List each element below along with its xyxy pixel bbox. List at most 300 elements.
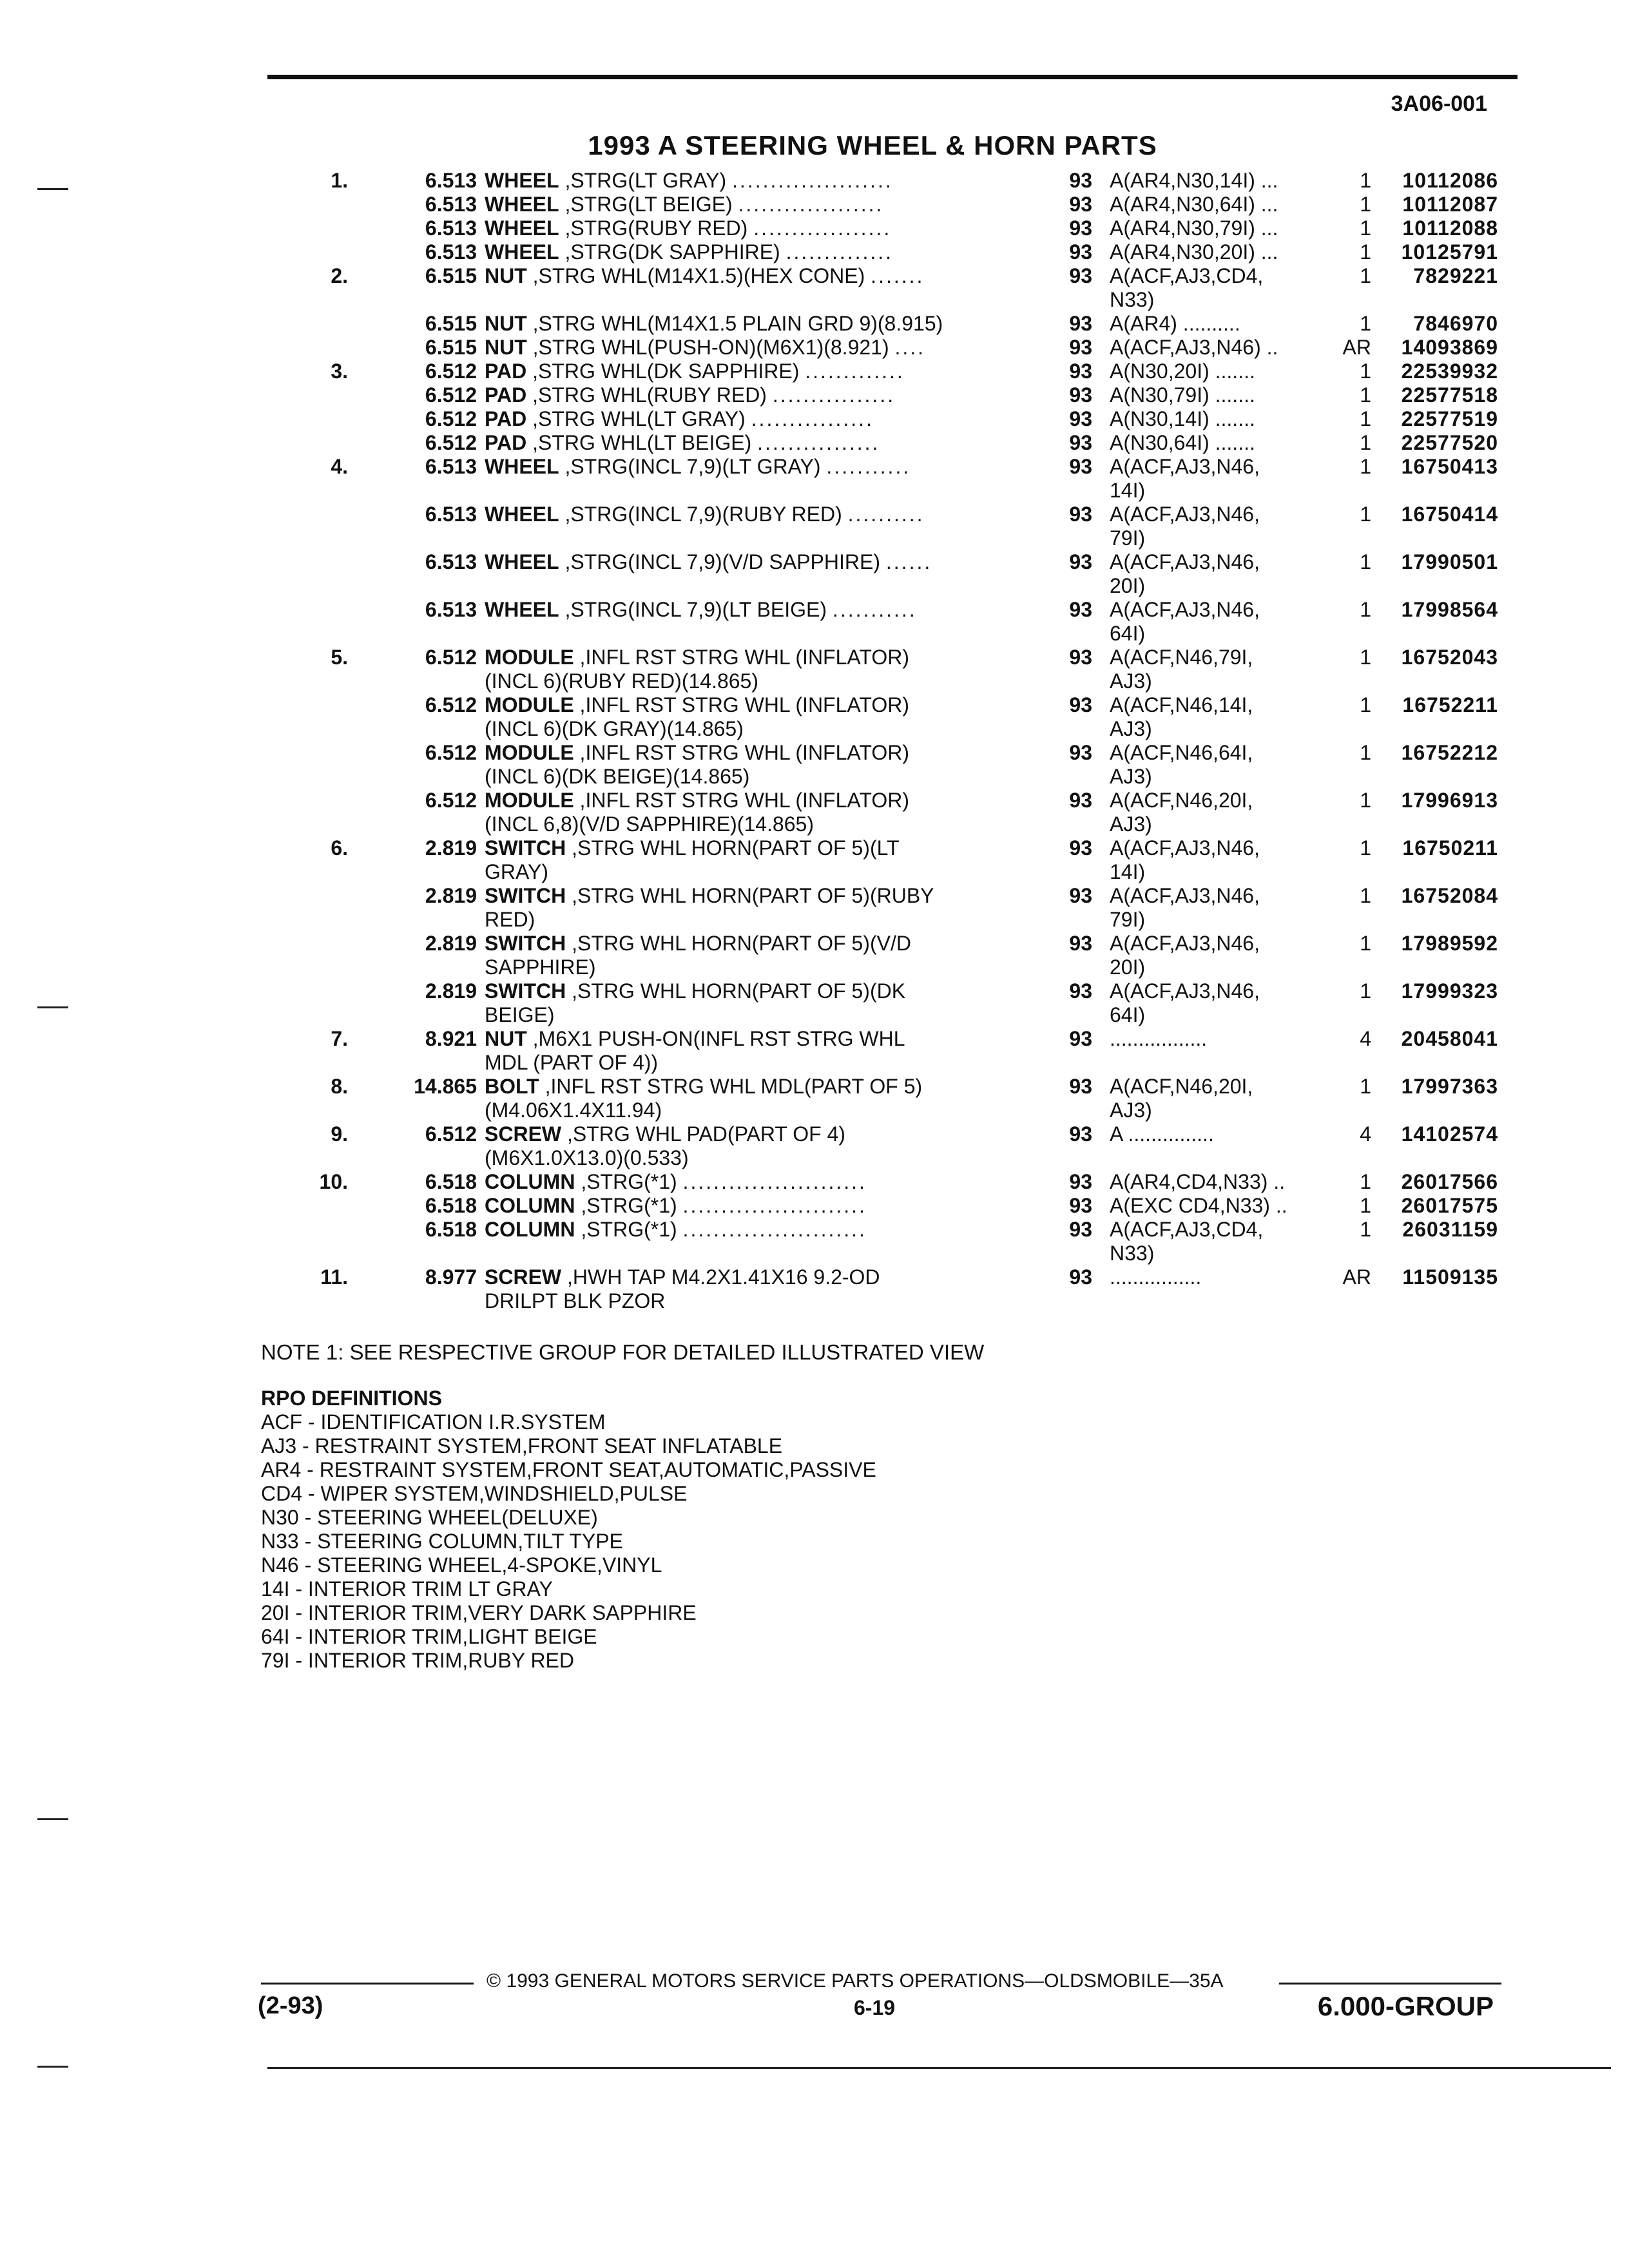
part-detail-continued: (INCL 6)(RUBY RED)(14.865) xyxy=(485,669,758,693)
item-number: 3. xyxy=(331,360,348,383)
usage-line-continued: AJ3) xyxy=(1110,1099,1152,1122)
part-description xyxy=(485,407,1052,431)
quantity: 1 xyxy=(1360,693,1371,716)
usage-line: A(AR4,N30,20I) ... xyxy=(1110,240,1278,264)
usage-line: A(N30,64I) ....... xyxy=(1110,431,1255,454)
part-detail: ,STRG(*1) xyxy=(581,1194,677,1217)
group-number: 6.512 xyxy=(425,693,477,716)
part-number: 7829221 xyxy=(1413,264,1498,287)
quantity: 1 xyxy=(1360,503,1371,526)
part-row xyxy=(277,360,1527,383)
quantity: 1 xyxy=(1360,193,1371,216)
part-number: 10125791 xyxy=(1401,240,1498,264)
usage-code xyxy=(1110,979,1329,1027)
quantity: 1 xyxy=(1360,1194,1371,1217)
part-row xyxy=(277,216,1527,240)
part-detail: ,INFL RST STRG WHL (INFLATOR) xyxy=(579,789,909,812)
part-description xyxy=(485,264,1052,288)
group-number: 6.513 xyxy=(425,598,477,621)
part-number: 10112086 xyxy=(1402,169,1498,192)
usage-line: ................. xyxy=(1110,1027,1208,1050)
usage-line-continued: 79I) xyxy=(1110,908,1146,931)
usage-line: A(N30,79I) ....... xyxy=(1110,383,1255,407)
model-year: 93 xyxy=(1069,455,1092,478)
usage-line: A(AR4) .......... xyxy=(1110,312,1240,335)
usage-line: A(AR4,N30,14I) ... xyxy=(1110,169,1278,192)
part-row xyxy=(277,169,1527,193)
part-detail: ,STRG WHL(DK SAPPHIRE) xyxy=(532,360,800,383)
usage-line: A(EXC CD4,N33) .. xyxy=(1110,1194,1287,1217)
usage-line: A(ACF,N46,79I, xyxy=(1110,646,1253,669)
part-name: NUT xyxy=(485,1027,527,1050)
part-description xyxy=(485,1075,1052,1122)
group-number: 6.512 xyxy=(425,431,477,454)
quantity: AR xyxy=(1342,336,1371,359)
usage-line-continued: 14I) xyxy=(1110,479,1146,502)
part-description xyxy=(485,169,1052,193)
usage-code xyxy=(1110,598,1329,646)
part-number: 17999323 xyxy=(1401,979,1498,1003)
part-detail: ,STRG WHL PAD(PART OF 4) xyxy=(567,1122,846,1146)
part-number: 17998564 xyxy=(1401,598,1498,621)
usage-line: A(ACF,AJ3,N46, xyxy=(1110,550,1260,573)
quantity: 1 xyxy=(1360,431,1371,454)
rpo-item: AR4 - RESTRAINT SYSTEM,FRONT SEAT,AUTOMATIC,PASSIVE xyxy=(261,1458,876,1481)
part-number: 16750413 xyxy=(1401,455,1498,478)
usage-line: A(ACF,AJ3,N46, xyxy=(1110,598,1260,621)
part-description xyxy=(485,336,1052,360)
part-row xyxy=(277,932,1527,979)
part-description xyxy=(485,1122,1052,1170)
usage-line: A(AR4,N30,79I) ... xyxy=(1110,216,1278,240)
usage-line-continued: AJ3) xyxy=(1110,669,1152,693)
usage-code xyxy=(1110,360,1329,383)
part-name: WHEEL xyxy=(485,503,559,526)
part-description xyxy=(485,741,1052,789)
part-number: 22577519 xyxy=(1401,407,1498,430)
part-description xyxy=(485,1170,1052,1194)
quantity: 1 xyxy=(1360,1218,1371,1241)
part-description xyxy=(485,240,1052,264)
model-year: 93 xyxy=(1069,1218,1092,1241)
leader-dots: ....... xyxy=(871,264,925,287)
part-row xyxy=(277,979,1527,1027)
usage-code xyxy=(1110,884,1329,932)
page-title: 1993 A STEERING WHEEL & HORN PARTS xyxy=(588,130,1157,160)
usage-line: A(ACF,AJ3,N46, xyxy=(1110,455,1260,478)
item-number: 11. xyxy=(320,1265,348,1289)
part-detail-continued: MDL (PART OF 4)) xyxy=(485,1051,659,1074)
usage-code xyxy=(1110,1027,1329,1051)
margin-mark xyxy=(37,188,68,190)
group-number: 6.513 xyxy=(425,503,477,526)
part-description xyxy=(485,884,1052,932)
usage-code xyxy=(1110,503,1329,550)
part-detail-continued: SAPPHIRE) xyxy=(485,956,596,979)
part-detail: ,STRG(*1) xyxy=(581,1170,677,1193)
group-number: 2.819 xyxy=(425,836,477,860)
item-number: 4. xyxy=(331,455,348,478)
part-detail: ,STRG(*1) xyxy=(581,1218,677,1241)
usage-line-continued: AJ3) xyxy=(1110,765,1152,788)
part-number: 17996913 xyxy=(1401,789,1498,812)
part-name: PAD xyxy=(485,360,527,383)
part-detail: ,STRG WHL HORN(PART OF 5)(V/D xyxy=(572,932,911,955)
item-number: 5. xyxy=(331,646,348,669)
part-name: NUT xyxy=(485,312,527,335)
item-number: 10. xyxy=(319,1170,348,1193)
part-name: SWITCH xyxy=(485,884,566,907)
part-row xyxy=(277,836,1527,884)
part-detail: ,STRG WHL HORN(PART OF 5)(LT xyxy=(572,836,900,860)
part-row xyxy=(277,455,1527,503)
part-number: 14102574 xyxy=(1401,1122,1498,1146)
part-detail-continued: DRILPT BLK PZOR xyxy=(485,1289,666,1312)
part-number: 22539932 xyxy=(1401,360,1498,383)
part-detail-continued: BEIGE) xyxy=(485,1003,555,1026)
model-year: 93 xyxy=(1069,741,1092,764)
quantity: 1 xyxy=(1360,264,1371,287)
part-name: SWITCH xyxy=(485,932,566,955)
part-row xyxy=(277,1265,1527,1313)
group-number: 8.977 xyxy=(425,1265,477,1289)
part-description xyxy=(485,1265,1052,1313)
part-detail-continued: (INCL 6)(DK GRAY)(14.865) xyxy=(485,717,744,740)
margin-mark xyxy=(37,1818,68,1820)
part-detail: ,HWH TAP M4.2X1.41X16 9.2-OD xyxy=(567,1265,880,1289)
quantity: 1 xyxy=(1360,240,1371,264)
part-row xyxy=(277,240,1527,264)
part-row xyxy=(277,1194,1527,1218)
part-description xyxy=(485,598,1052,622)
leader-dots: ........................ xyxy=(682,1194,867,1217)
item-number: 2. xyxy=(331,264,348,287)
part-row xyxy=(277,264,1527,312)
usage-line-continued: AJ3) xyxy=(1110,717,1152,740)
quantity: 1 xyxy=(1360,360,1371,383)
part-number: 10112087 xyxy=(1402,193,1498,216)
usage-line: A(ACF,AJ3,N46, xyxy=(1110,979,1260,1003)
part-row xyxy=(277,884,1527,932)
quantity: 1 xyxy=(1360,1170,1371,1193)
rpo-item: N33 - STEERING COLUMN,TILT TYPE xyxy=(261,1530,623,1553)
part-row xyxy=(277,693,1527,741)
usage-code xyxy=(1110,789,1329,836)
part-row xyxy=(277,312,1527,336)
part-row xyxy=(277,336,1527,360)
part-detail-continued: GRAY) xyxy=(485,860,548,883)
part-detail: ,STRG WHL HORN(PART OF 5)(RUBY xyxy=(572,884,934,907)
part-number: 7846970 xyxy=(1413,312,1498,335)
quantity: 1 xyxy=(1360,836,1371,860)
part-row xyxy=(277,383,1527,407)
part-description xyxy=(485,383,1052,407)
model-year: 93 xyxy=(1069,383,1092,407)
part-name: WHEEL xyxy=(485,169,559,192)
part-row xyxy=(277,431,1527,455)
part-row xyxy=(277,407,1527,431)
usage-code xyxy=(1110,932,1329,979)
part-number: 17989592 xyxy=(1401,932,1498,955)
model-year: 93 xyxy=(1069,360,1092,383)
copyright: © 1993 GENERAL MOTORS SERVICE PARTS OPERATIONS—OLDSMOBILE—35A xyxy=(487,1970,1224,1992)
model-year: 93 xyxy=(1069,646,1092,669)
part-name: WHEEL xyxy=(485,216,559,240)
usage-line-continued: N33) xyxy=(1110,1242,1155,1265)
group-number: 6.512 xyxy=(425,741,477,764)
footer-rule-right xyxy=(1279,1983,1501,1984)
group-number: 6.512 xyxy=(425,789,477,812)
usage-code xyxy=(1110,1265,1329,1289)
part-number: 26017575 xyxy=(1401,1194,1498,1217)
usage-line: A(ACF,AJ3,CD4, xyxy=(1110,1218,1264,1241)
bottom-rule xyxy=(267,2067,1611,2069)
usage-code xyxy=(1110,1122,1329,1146)
part-number: 22577520 xyxy=(1401,431,1498,454)
model-year: 93 xyxy=(1069,336,1092,359)
part-name: MODULE xyxy=(485,646,574,669)
part-detail-continued: (M4.06X1.4X11.94) xyxy=(485,1099,662,1122)
model-year: 93 xyxy=(1069,312,1092,335)
quantity: 1 xyxy=(1360,1075,1371,1098)
quantity: 1 xyxy=(1360,932,1371,955)
usage-line-continued: 20I) xyxy=(1110,574,1146,597)
usage-code xyxy=(1110,216,1329,240)
part-row xyxy=(277,1027,1527,1075)
part-name: NUT xyxy=(485,264,527,287)
group-number: 6.512 xyxy=(425,1122,477,1146)
quantity: 4 xyxy=(1360,1027,1371,1050)
model-year: 93 xyxy=(1069,1027,1092,1050)
leader-dots: ..................... xyxy=(732,169,893,192)
part-number: 16750414 xyxy=(1401,503,1498,526)
part-detail: ,STRG WHL(PUSH-ON)(M6X1)(8.921) xyxy=(532,336,889,359)
quantity: 1 xyxy=(1360,455,1371,478)
usage-line-continued: N33) xyxy=(1110,288,1155,311)
part-detail: ,INFL RST STRG WHL (INFLATOR) xyxy=(579,741,909,764)
part-description xyxy=(485,1194,1052,1218)
part-name: WHEEL xyxy=(485,455,559,478)
rpo-item: CD4 - WIPER SYSTEM,WINDSHIELD,PULSE xyxy=(261,1482,688,1505)
usage-code xyxy=(1110,169,1329,193)
quantity: 1 xyxy=(1360,979,1371,1003)
part-number: 10112088 xyxy=(1402,216,1498,240)
part-description xyxy=(485,836,1052,884)
part-detail: ,STRG WHL(LT BEIGE) xyxy=(532,431,752,454)
item-number: 7. xyxy=(331,1027,348,1050)
item-number: 1. xyxy=(331,169,348,192)
part-number: 17990501 xyxy=(1401,550,1498,573)
usage-code xyxy=(1110,383,1329,407)
group-number: 6.513 xyxy=(425,216,477,240)
group-number: 6.512 xyxy=(425,646,477,669)
quantity: 1 xyxy=(1360,789,1371,812)
part-name: WHEEL xyxy=(485,193,559,216)
group-number: 6.515 xyxy=(425,336,477,359)
part-number: 16750211 xyxy=(1402,836,1498,860)
usage-code xyxy=(1110,693,1329,741)
usage-code xyxy=(1110,264,1329,312)
part-name: WHEEL xyxy=(485,240,559,264)
date-code: (2-93) xyxy=(258,1992,323,2019)
part-detail: ,STRG(LT GRAY) xyxy=(564,169,727,192)
part-description xyxy=(485,550,1052,574)
part-detail: ,STRG(INCL 7,9)(LT GRAY) xyxy=(564,455,821,478)
item-number: 8. xyxy=(331,1075,348,1098)
part-detail-continued: (INCL 6)(DK BEIGE)(14.865) xyxy=(485,765,750,788)
usage-line-continued: 14I) xyxy=(1110,860,1146,883)
part-description xyxy=(485,216,1052,240)
usage-code xyxy=(1110,1075,1329,1122)
part-name: MODULE xyxy=(485,693,574,716)
part-row xyxy=(277,646,1527,693)
group-number: 6.513 xyxy=(425,455,477,478)
leader-dots: .... xyxy=(894,336,926,359)
usage-line: A(ACF,AJ3,N46, xyxy=(1110,836,1260,860)
margin-mark xyxy=(37,2066,68,2068)
usage-code xyxy=(1110,455,1329,503)
part-number: 26031159 xyxy=(1402,1218,1498,1241)
quantity: 1 xyxy=(1360,646,1371,669)
part-row xyxy=(277,1170,1527,1194)
part-number: 16752211 xyxy=(1402,693,1498,716)
part-detail: ,STRG(INCL 7,9)(RUBY RED) xyxy=(564,503,842,526)
part-name: BOLT xyxy=(485,1075,539,1098)
part-detail: ,STRG(DK SAPPHIRE) xyxy=(564,240,780,264)
part-name: MODULE xyxy=(485,741,574,764)
page-number: 6-19 xyxy=(854,1996,896,2019)
part-description xyxy=(485,693,1052,741)
part-name: SWITCH xyxy=(485,836,566,860)
usage-code xyxy=(1110,336,1329,360)
part-detail: ,STRG WHL(RUBY RED) xyxy=(532,383,767,407)
part-detail-continued: (INCL 6,8)(V/D SAPPHIRE)(14.865) xyxy=(485,812,814,836)
model-year: 93 xyxy=(1069,693,1092,716)
model-year: 93 xyxy=(1069,789,1092,812)
usage-line: A(ACF,AJ3,N46, xyxy=(1110,503,1260,526)
usage-line: A(AR4,CD4,N33) .. xyxy=(1110,1170,1286,1193)
group-number: 6.513 xyxy=(425,193,477,216)
quantity: 1 xyxy=(1360,884,1371,907)
leader-dots: ........................ xyxy=(682,1170,867,1193)
margin-mark xyxy=(37,1006,68,1008)
usage-line: A(ACF,AJ3,N46, xyxy=(1110,932,1260,955)
usage-line-continued: 79I) xyxy=(1110,526,1146,550)
quantity: 1 xyxy=(1360,741,1371,764)
part-number: 26017566 xyxy=(1401,1170,1498,1193)
model-year: 93 xyxy=(1069,1170,1092,1193)
part-detail: ,INFL RST STRG WHL MDL(PART OF 5) xyxy=(545,1075,923,1098)
usage-code xyxy=(1110,1170,1329,1194)
usage-line: A(ACF,N46,14I, xyxy=(1110,693,1253,716)
usage-code xyxy=(1110,741,1329,789)
group-number: 6.518 xyxy=(425,1194,477,1217)
item-number: 6. xyxy=(331,836,348,860)
part-row xyxy=(277,1075,1527,1122)
usage-code xyxy=(1110,431,1329,455)
leader-dots: ........... xyxy=(832,598,917,621)
usage-line: ................ xyxy=(1110,1265,1202,1289)
usage-line: A ............... xyxy=(1110,1122,1214,1146)
group-number: 2.819 xyxy=(425,979,477,1003)
part-name: MODULE xyxy=(485,789,574,812)
part-description xyxy=(485,360,1052,383)
group-number: 2.819 xyxy=(425,932,477,955)
part-description xyxy=(485,503,1052,526)
usage-code xyxy=(1110,646,1329,693)
rpo-item: 79I - INTERIOR TRIM,RUBY RED xyxy=(261,1649,574,1672)
part-name: PAD xyxy=(485,383,527,407)
part-name: NUT xyxy=(485,336,527,359)
usage-line-continued: 20I) xyxy=(1110,956,1146,979)
group-number: 6.512 xyxy=(425,360,477,383)
part-description xyxy=(485,455,1052,479)
model-year: 93 xyxy=(1069,1122,1092,1146)
usage-code xyxy=(1110,550,1329,598)
model-year: 93 xyxy=(1069,836,1092,860)
part-name: WHEEL xyxy=(485,550,559,573)
group-name: 6.000-GROUP xyxy=(1317,1991,1494,2021)
group-number: 6.512 xyxy=(425,407,477,430)
group-number: 8.921 xyxy=(425,1027,477,1050)
part-description xyxy=(485,932,1052,979)
part-name: SCREW xyxy=(485,1122,562,1146)
top-rule xyxy=(267,75,1518,79)
part-number: 20458041 xyxy=(1401,1027,1498,1050)
part-row xyxy=(277,550,1527,598)
part-detail: ,STRG WHL(M14X1.5 PLAIN GRD 9)(8.915) xyxy=(532,312,943,335)
note: NOTE 1: SEE RESPECTIVE GROUP FOR DETAILED ILLUSTRATED VIEW xyxy=(261,1340,985,1364)
quantity: 4 xyxy=(1360,1122,1371,1146)
rpo-item: 14I - INTERIOR TRIM LT GRAY xyxy=(261,1577,553,1600)
rpo-item: 64I - INTERIOR TRIM,LIGHT BEIGE xyxy=(261,1625,597,1648)
part-row xyxy=(277,1122,1527,1170)
usage-line: A(ACF,N46,20I, xyxy=(1110,789,1253,812)
leader-dots: .............. xyxy=(786,240,894,264)
part-row xyxy=(277,598,1527,646)
model-year: 93 xyxy=(1069,884,1092,907)
group-number: 6.513 xyxy=(425,550,477,573)
usage-code xyxy=(1110,1194,1329,1218)
usage-line: A(AR4,N30,64I) ... xyxy=(1110,193,1278,216)
part-detail: ,STRG WHL HORN(PART OF 5)(DK xyxy=(572,979,906,1003)
usage-code xyxy=(1110,407,1329,431)
leader-dots: .......... xyxy=(847,503,925,526)
part-number: 17997363 xyxy=(1401,1075,1498,1098)
part-row xyxy=(277,503,1527,550)
group-number: 6.513 xyxy=(425,169,477,192)
part-name: PAD xyxy=(485,431,527,454)
part-detail: ,M6X1 PUSH-ON(INFL RST STRG WHL xyxy=(532,1027,905,1050)
usage-line: A(ACF,AJ3,CD4, xyxy=(1110,264,1264,287)
part-detail: ,STRG(INCL 7,9)(V/D SAPPHIRE) xyxy=(564,550,880,573)
part-detail: ,STRG(INCL 7,9)(LT BEIGE) xyxy=(564,598,827,621)
part-name: WHEEL xyxy=(485,598,559,621)
model-year: 93 xyxy=(1069,503,1092,526)
usage-line: A(N30,14I) ....... xyxy=(1110,407,1255,430)
usage-code xyxy=(1110,836,1329,884)
part-row xyxy=(277,1218,1527,1265)
part-description xyxy=(485,1027,1052,1075)
part-detail: ,STRG WHL(LT GRAY) xyxy=(532,407,746,430)
model-year: 93 xyxy=(1069,169,1092,192)
rpo-definitions xyxy=(261,1387,876,1673)
quantity: 1 xyxy=(1360,407,1371,430)
quantity: 1 xyxy=(1360,383,1371,407)
part-row xyxy=(277,741,1527,789)
model-year: 93 xyxy=(1069,240,1092,264)
group-number: 6.515 xyxy=(425,312,477,335)
